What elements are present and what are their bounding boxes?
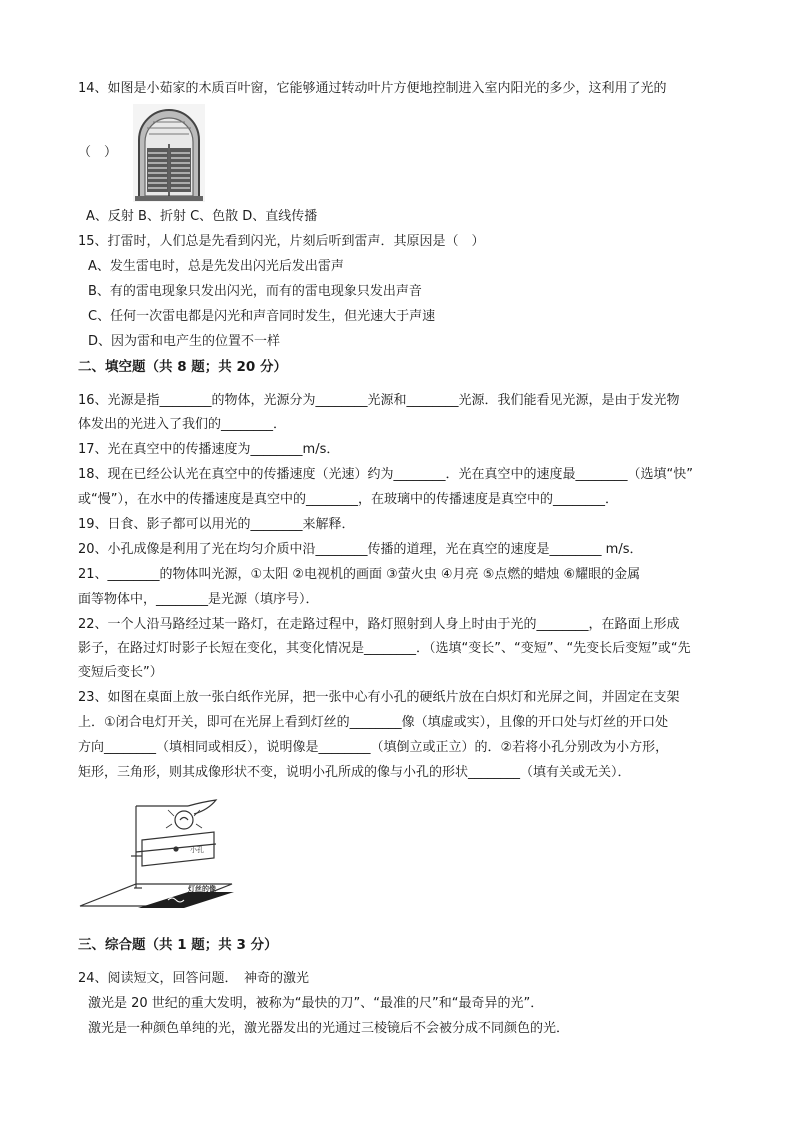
question-24-paragraph-1: 激光是 20 世纪的重大发明，被称为“最快的刀”、“最准的尺”和“最奇异的光”． — [88, 996, 544, 1011]
question-14-options: A、反射 B、折射 C、色散 D、直线传播 — [86, 209, 318, 224]
question-15: 15、打雷时，人们总是先看到闪光，片刻后听到雷声．其原因是（ ） — [78, 234, 485, 249]
pinhole-apparatus-figure — [76, 796, 240, 922]
question-14-paren: （ ） — [78, 145, 118, 160]
question-17: 17、光在真空中的传播速度为________m/s． — [78, 442, 340, 457]
question-24: 24、阅读短文，回答问题． 神奇的激光 — [78, 971, 310, 986]
question-20: 20、小孔成像是利用了光在均匀介质中沿________传播的道理，光在真空的速度是________ m/s． — [78, 542, 643, 557]
question-23-line-1: 23、如图在桌面上放一张白纸作光屏，把一张中心有小孔的硬纸片放在白炽灯和光屏之间，并固定在支架 — [78, 690, 680, 705]
question-16-line-2: 体发出的光进入了我们的________． — [78, 417, 287, 432]
question-22-line-2: 影子，在路过灯时影子长短在变化，其变化情况是________．（选填“变长”、“变短”、“先变长后变短”或“先 — [78, 641, 691, 656]
question-19: 19、日食、影子都可以用光的________来解释． — [78, 517, 355, 532]
pinhole-card-label: 小孔 — [190, 846, 204, 854]
question-22-line-1: 22、一个人沿马路经过某一路灯，在走路过程中，路灯照射到人身上时由于光的________，在路面上形成 — [78, 617, 680, 632]
question-21-line-2: 面等物体中，________是光源（填序号）． — [78, 592, 319, 607]
question-15-option-b: B、有的雷电现象只发出闪光，而有的雷电现象只发出声音 — [88, 284, 422, 299]
question-22-line-3: 变短后变长”） — [78, 665, 163, 680]
section-3-heading: 三、综合题（共 1 题；共 3 分） — [78, 937, 278, 953]
question-21-line-1: 21、________的物体叫光源，①太阳 ②电视机的画面 ③萤火虫 ④月亮 ⑤点燃的蜡烛 ⑥耀眼的金属 — [78, 567, 641, 582]
question-18-line-1: 18、现在已经公认光在真空中的传播速度（光速）约为________．光在真空中的速度最________（选填“快” — [78, 467, 694, 482]
question-18-line-2: 或“慢”），在水中的传播速度是真空中的________，在玻璃中的传播速度是真空中的________． — [78, 492, 618, 507]
question-15-option-c: C、任何一次雷电都是闪光和声音同时发生，但光速大于声速 — [88, 309, 436, 324]
question-16-line-1: 16、光源是指________的物体，光源分为________光源和________光源．我们能看见光源，是由于发光物 — [78, 393, 680, 408]
filament-image-label: 灯丝的像 — [188, 885, 216, 893]
question-23-line-2: 上．①闭合电灯开关，即可在光屏上看到灯丝的________像（填虚或实），且像的开口处与灯丝的开口处 — [78, 715, 669, 730]
question-23-line-3: 方向________（填相同或相反），说明像是________（填倒立或正立）的．②若将小孔分别改为小方形， — [78, 740, 669, 755]
question-24-paragraph-2: 激光是一种颜色单纯的光，激光器发出的光通过三棱镜后不会被分成不同颜色的光． — [88, 1021, 570, 1036]
question-23-line-4: 矩形，三角形，则其成像形状不变，说明小孔所成的像与小孔的形状________（填有关或无关）． — [78, 765, 631, 780]
question-15-option-a: A、发生雷电时，总是先发出闪光后发出雷声 — [88, 259, 344, 274]
shutter-window-figure — [133, 104, 205, 202]
section-2-heading: 二、填空题（共 8 题；共 20 分） — [78, 359, 287, 375]
question-14: 14、如图是小茹家的木质百叶窗，它能够通过转动叶片方便地控制进入室内阳光的多少，这利用了光的 — [78, 81, 667, 96]
question-15-option-d: D、因为雷和电产生的位置不一样 — [88, 334, 281, 349]
